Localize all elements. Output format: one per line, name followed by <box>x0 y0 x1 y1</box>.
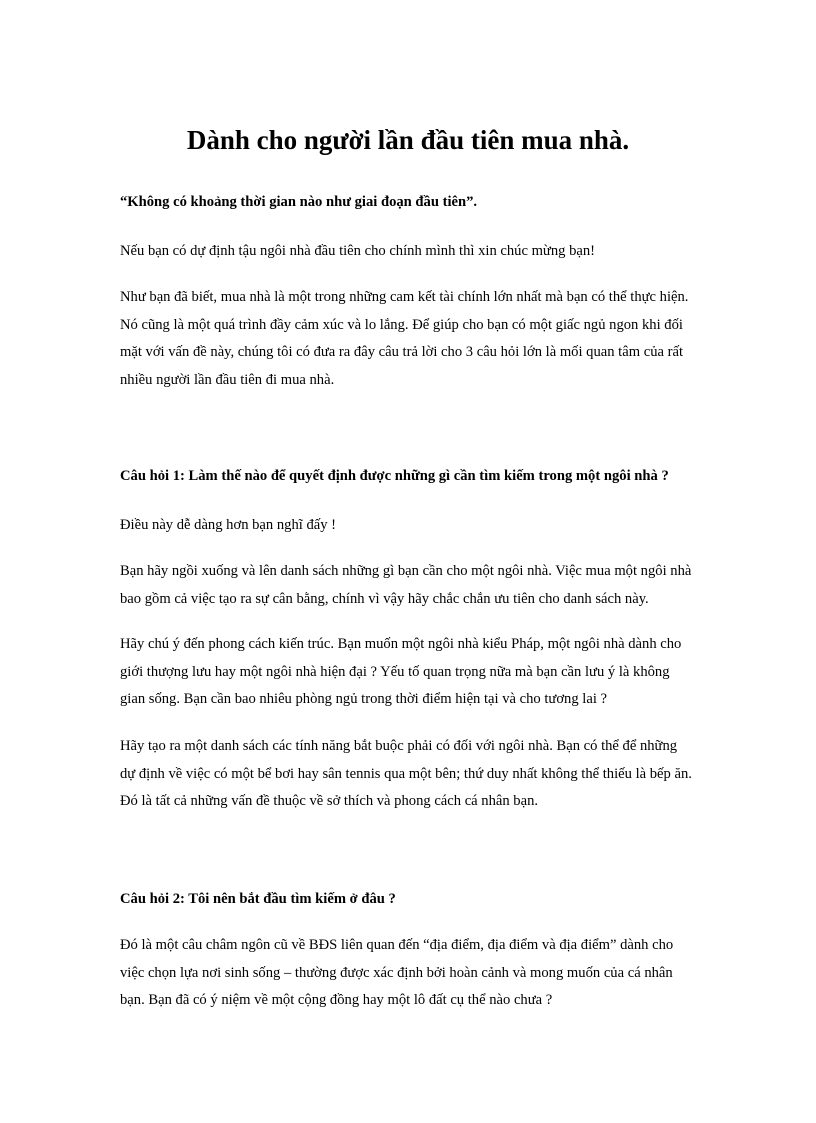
paragraph-line: Hãy chú ý đến phong cách kiến trúc. Bạn muốn một ngôi nhà kiểu Pháp, một ngôi nhà dành cho <box>120 636 682 652</box>
question-1-heading: Câu hỏi 1: Làm thế nào để quyết định được những gì cần tìm kiếm trong một ngôi nhà ? <box>120 468 669 484</box>
question-2-heading: Câu hỏi 2: Tôi nên bắt đầu tìm kiếm ở đâu ? <box>120 891 396 907</box>
paragraph-line: dự định về việc có một bể bơi hay sân tennis qua một bên; thứ duy nhất không thể thiếu là bếp ăn. <box>120 765 692 782</box>
paragraph-line: việc chọn lựa nơi sinh sống – thường được xác định bởi hoàn cảnh và mong muốn của cá nhân <box>120 964 673 981</box>
paragraph-line: Bạn hãy ngồi xuống và lên danh sách những gì bạn cần cho một ngôi nhà. Việc mua một ngôi nhà <box>120 563 692 579</box>
answer-1-paragraph-3 <box>120 733 700 816</box>
answer-1-paragraph-1 <box>120 558 700 613</box>
paragraph-line: Hãy tạo ra một danh sách các tính năng bắt buộc phải có đối với ngôi nhà. Bạn có thể để những <box>120 738 678 754</box>
paragraph-line: Đó là tất cả những vấn đề thuộc về sở thích và phong cách cá nhân bạn. <box>120 793 539 809</box>
paragraph-line: Đó là một câu châm ngôn cũ về BĐS liên quan đến “địa điểm, địa điểm và địa điểm” dành cho <box>120 937 674 953</box>
paragraph-line: bạn. Bạn đã có ý niệm về một cộng đồng hay một lô đất cụ thể nào chưa ? <box>120 992 553 1008</box>
paragraph-line: Nó cũng là một quá trình đầy cảm xúc và lo lắng. Để giúp cho bạn có một giấc ngủ ngon khi đối <box>120 316 683 333</box>
paragraph-line: mặt với vấn đề này, chúng tôi có đưa ra đây câu trả lời cho 3 câu hỏi lớn là mối quan tâm của rất <box>120 344 684 360</box>
document-title: Dành cho người lần đầu tiên mua nhà. <box>186 125 630 155</box>
paragraph-line: bao gồm cả việc tạo ra sự cân bằng, chính vì vậy hãy chắc chắn ưu tiên cho danh sách này. <box>120 590 649 607</box>
intro-paragraph: Nếu bạn có dự định tậu ngôi nhà đầu tiên cho chính mình thì xin chúc mừng bạn! <box>120 243 596 259</box>
answer-1-intro: Điều này dễ dàng hơn bạn nghĩ đấy ! <box>120 517 337 533</box>
paragraph-line: nhiều người lần đầu tiên đi mua nhà. <box>120 371 335 388</box>
paragraph-line: gian sống. Bạn cần bao nhiêu phòng ngủ trong thời điểm hiện tại và cho tương lai ? <box>120 691 608 707</box>
answer-2-paragraph-1 <box>120 932 700 1015</box>
overview-paragraph <box>120 284 700 394</box>
answer-1-paragraph-2 <box>120 631 700 714</box>
paragraph-line: Như bạn đã biết, mua nhà là một trong những cam kết tài chính lớn nhất mà bạn có thể thực hiện. <box>120 289 689 305</box>
paragraph-line: giới thượng lưu hay một ngôi nhà hiện đại ? Yếu tố quan trọng nữa mà bạn cần lưu ý là không <box>120 663 670 680</box>
opening-quote: “Không có khoảng thời gian nào như giai đoạn đầu tiên”. <box>120 194 478 210</box>
